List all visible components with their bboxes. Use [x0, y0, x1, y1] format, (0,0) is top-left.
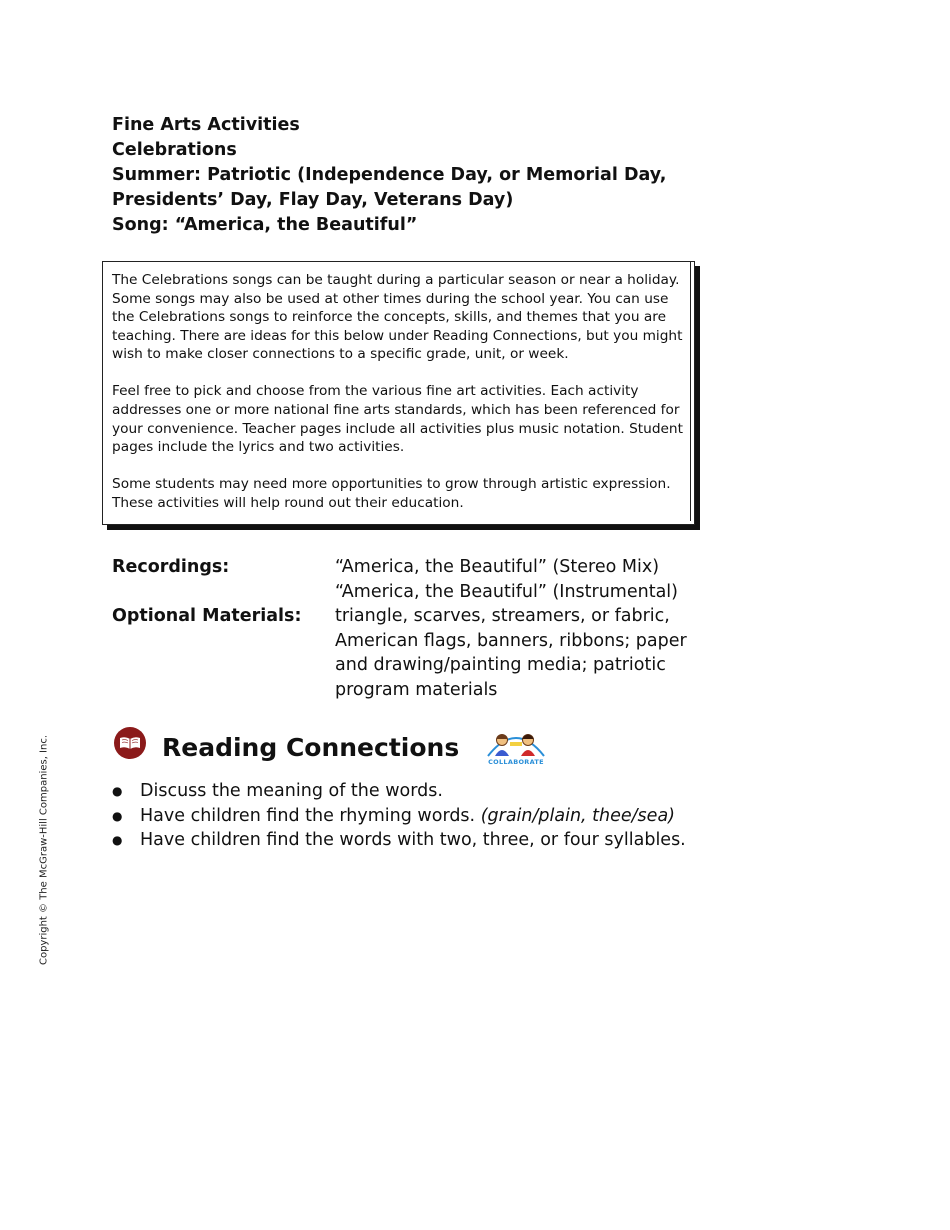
box-inner-rule	[690, 262, 691, 521]
recording-item: “America, the Beautiful” (Instrumental)	[335, 581, 678, 602]
list-item: ● Have children find the rhyming words. (grain/plain, thee/sea)	[112, 804, 732, 829]
copyright-notice: Copyright © The McGraw-Hill Companies, Inc.	[38, 734, 50, 966]
recordings-label: Recordings:	[112, 557, 230, 577]
recording-item: “America, the Beautiful” (Stereo Mix)	[335, 557, 660, 577]
collaborate-label: COLLABORATE	[488, 758, 544, 766]
intro-box	[102, 261, 695, 525]
header-line-5: Song: “America, the Beautiful”	[112, 215, 418, 235]
reading-connections-title: Reading Connections	[162, 733, 460, 762]
optional-material-line: triangle, scarves, streamers, or fabric,	[335, 606, 670, 626]
header-line-3: Summer: Patriotic (Independence Day, or Memorial Day,	[112, 165, 667, 185]
rhyming-examples: (grain/plain, thee/sea)	[480, 805, 675, 826]
collaborate-icon	[484, 726, 548, 766]
list-item: ● Discuss the meaning of the words.	[112, 779, 732, 804]
header-line-4: Presidents’ Day, Flay Day, Veterans Day)	[112, 190, 514, 210]
optional-material-line: American flags, banners, ribbons; paper	[335, 630, 687, 651]
optional-materials-row	[112, 604, 712, 702]
optional-material-line: and drawing/painting media; patriotic	[335, 655, 666, 675]
recordings-row	[112, 555, 712, 604]
open-book-icon	[114, 727, 146, 759]
intro-paragraph-2: Feel free to pick and choose from the various fine art activities. Each activity addresses one or more national fine arts standards, which has been referenced for your convenience. Teacher pages include all activities plus music notation. Student pages include the lyrics and two activities.	[112, 383, 683, 456]
header-line-1: Fine Arts Activities	[112, 115, 300, 135]
optional-material-line: program materials	[335, 679, 498, 700]
header-line-2: Celebrations	[112, 140, 237, 160]
intro-paragraph-3: Some students may need more opportunities to grow through artistic expression. These activities will help round out their education.	[112, 476, 671, 511]
reading-connections-list	[112, 779, 732, 853]
intro-paragraph-1: The Celebrations songs can be taught during a particular season or near a holiday. Some songs may also be used at other times during the school year. You can use the Celebrations songs to reinforce the concepts, skills, and themes that you are teaching. There are ideas for this below under Reading Connections, but you might wish to make closer connections to a specific grade, unit, or week.	[112, 272, 683, 363]
list-item: ● Have children find the words with two, three, or four syllables.	[112, 828, 732, 853]
optional-materials-label: Optional Materials:	[112, 606, 302, 626]
materials-section	[112, 555, 712, 702]
page-header	[112, 113, 712, 238]
